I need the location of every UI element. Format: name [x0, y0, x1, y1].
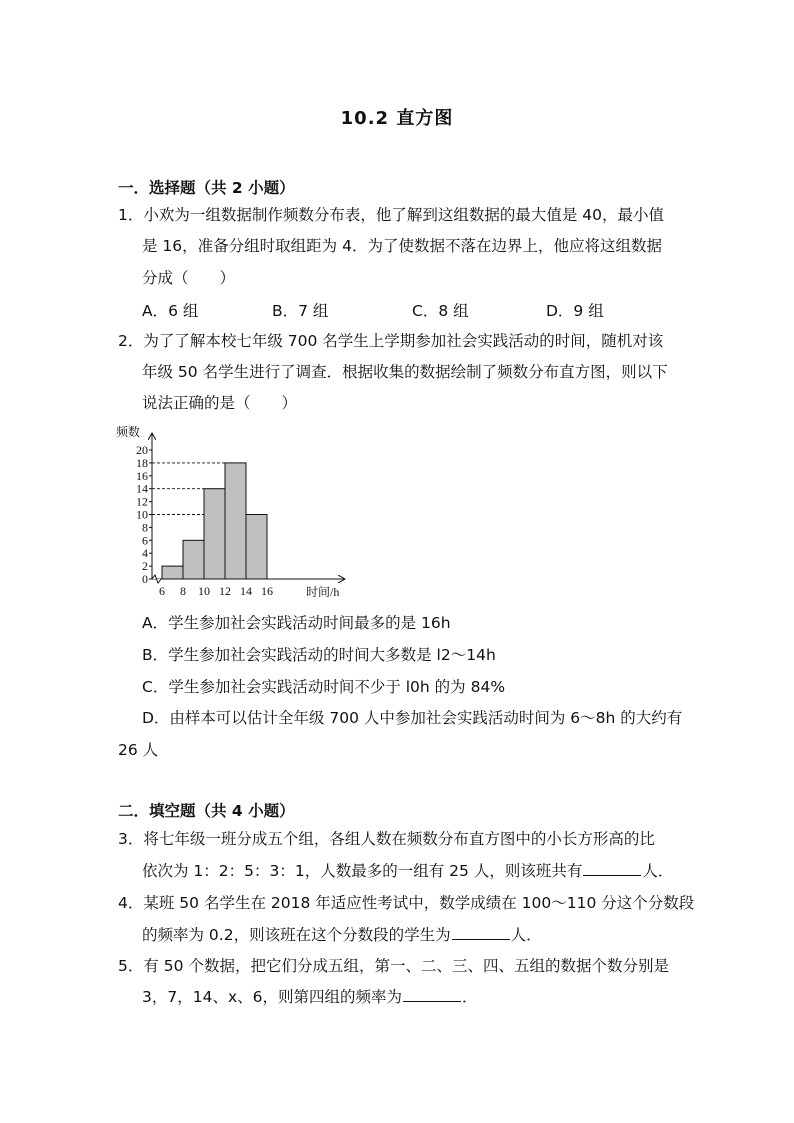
q2-option-d-continued: 26 人	[118, 741, 159, 759]
histogram-bar	[204, 489, 225, 579]
x-tick-label: 12	[219, 584, 231, 598]
y-tick-label: 4	[142, 546, 148, 561]
histogram-bar	[183, 540, 204, 579]
section-heading-fill-in: 二．填空题（共 4 小题）	[118, 802, 295, 820]
x-tick-label: 10	[198, 584, 210, 598]
q1-option-b[interactable]: B．7 组	[272, 302, 329, 320]
q3-answer-blank[interactable]	[583, 861, 641, 876]
y-tick-label: 14	[136, 481, 148, 496]
y-axis-label: 频数	[116, 425, 141, 439]
q5-answer-blank[interactable]	[403, 987, 461, 1002]
q2-option-a[interactable]: A．学生参加社会实践活动时间最多的是 16h	[142, 614, 451, 632]
q2-line3: 说法正确的是（ ）	[142, 394, 298, 412]
q3-line2-end: 人．	[642, 862, 674, 880]
q2-option-b[interactable]: B．学生参加社会实践活动的时间大多数是 l2～14h	[142, 646, 496, 664]
q4-line2	[142, 925, 542, 945]
y-tick-label: 20	[136, 443, 148, 457]
q2-option-d[interactable]: D．由样本可以估计全年级 700 人中参加社会实践活动时间为 6～8h 的大约有	[142, 709, 683, 727]
q3-line2-text: 依次为 1：2：5：3：1，人数最多的一组有 25 人，则该班共有	[142, 862, 583, 880]
x-axis-label: 时间/h	[306, 585, 340, 599]
y-tick-label: 10	[136, 507, 148, 522]
x-tick-label: 16	[261, 584, 273, 598]
y-tick-label: 2	[142, 559, 148, 574]
y-tick-label: 6	[142, 533, 148, 548]
histogram-bar	[225, 463, 246, 579]
section-heading-choice: 一．选择题（共 2 小题）	[118, 179, 295, 197]
q2-option-c[interactable]: C．学生参加社会实践活动时间不少于 l0h 的为 84%	[142, 678, 506, 696]
q5-line2-end: ．	[461, 988, 478, 1006]
y-tick-label: 16	[136, 468, 148, 483]
y-tick-label: 12	[136, 494, 148, 509]
histogram-bar	[162, 566, 183, 579]
q1-option-c[interactable]: C．8 组	[412, 302, 469, 320]
q4-answer-blank[interactable]	[452, 925, 510, 940]
q3-line2	[142, 861, 673, 881]
x-tick-label: 14	[240, 584, 252, 598]
y-tick-label: 8	[142, 520, 148, 535]
q5-line2	[142, 987, 478, 1007]
x-tick-label: 6	[159, 584, 165, 598]
q5-line1: 5．有 50 个数据，把它们分成五组，第一、二、三、四、五组的数据个数分别是	[118, 957, 669, 975]
y-tick-label: 0	[142, 572, 148, 586]
q1-line1: 1．小欢为一组数据制作频数分布表，他了解到这组数据的最大值是 40，最小值	[118, 206, 665, 224]
q2-line1: 2．为了了解本校七年级 700 名学生上学期参加社会实践活动的时间，随机对该	[118, 332, 664, 350]
q4-line2-end: 人．	[510, 926, 542, 944]
q1-line3: 分成（ ）	[142, 269, 236, 287]
q5-line2-text: 3，7，14、x、6，则第四组的频率为	[142, 988, 402, 1006]
q1-option-a[interactable]: A．6 组	[142, 302, 199, 320]
q2-line2: 年级 50 名学生进行了调查．根据收集的数据绘制了频数分布直方图，则以下	[142, 363, 668, 381]
q3-line1: 3．将七年级一班分成五个组，各组人数在频数分布直方图中的小长方形高的比	[118, 830, 655, 848]
axis-break-mark	[152, 575, 161, 583]
y-tick-label: 18	[136, 455, 148, 470]
q4-line1: 4．某班 50 名学生在 2018 年适应性考试中，数学成绩在 100～110 分这个分数段	[118, 894, 695, 912]
x-tick-label: 8	[180, 584, 186, 598]
q1-option-d[interactable]: D．9 组	[546, 302, 604, 320]
page-title: 10.2 直方图	[340, 108, 454, 129]
histogram-bar	[246, 515, 267, 580]
frequency-histogram	[112, 420, 352, 600]
q4-line2-text: 的频率为 0.2，则该班在这个分数段的学生为	[142, 926, 451, 944]
q1-line2: 是 16，准备分组时取组距为 4．为了使数据不落在边界上，他应将这组数据	[142, 237, 662, 255]
